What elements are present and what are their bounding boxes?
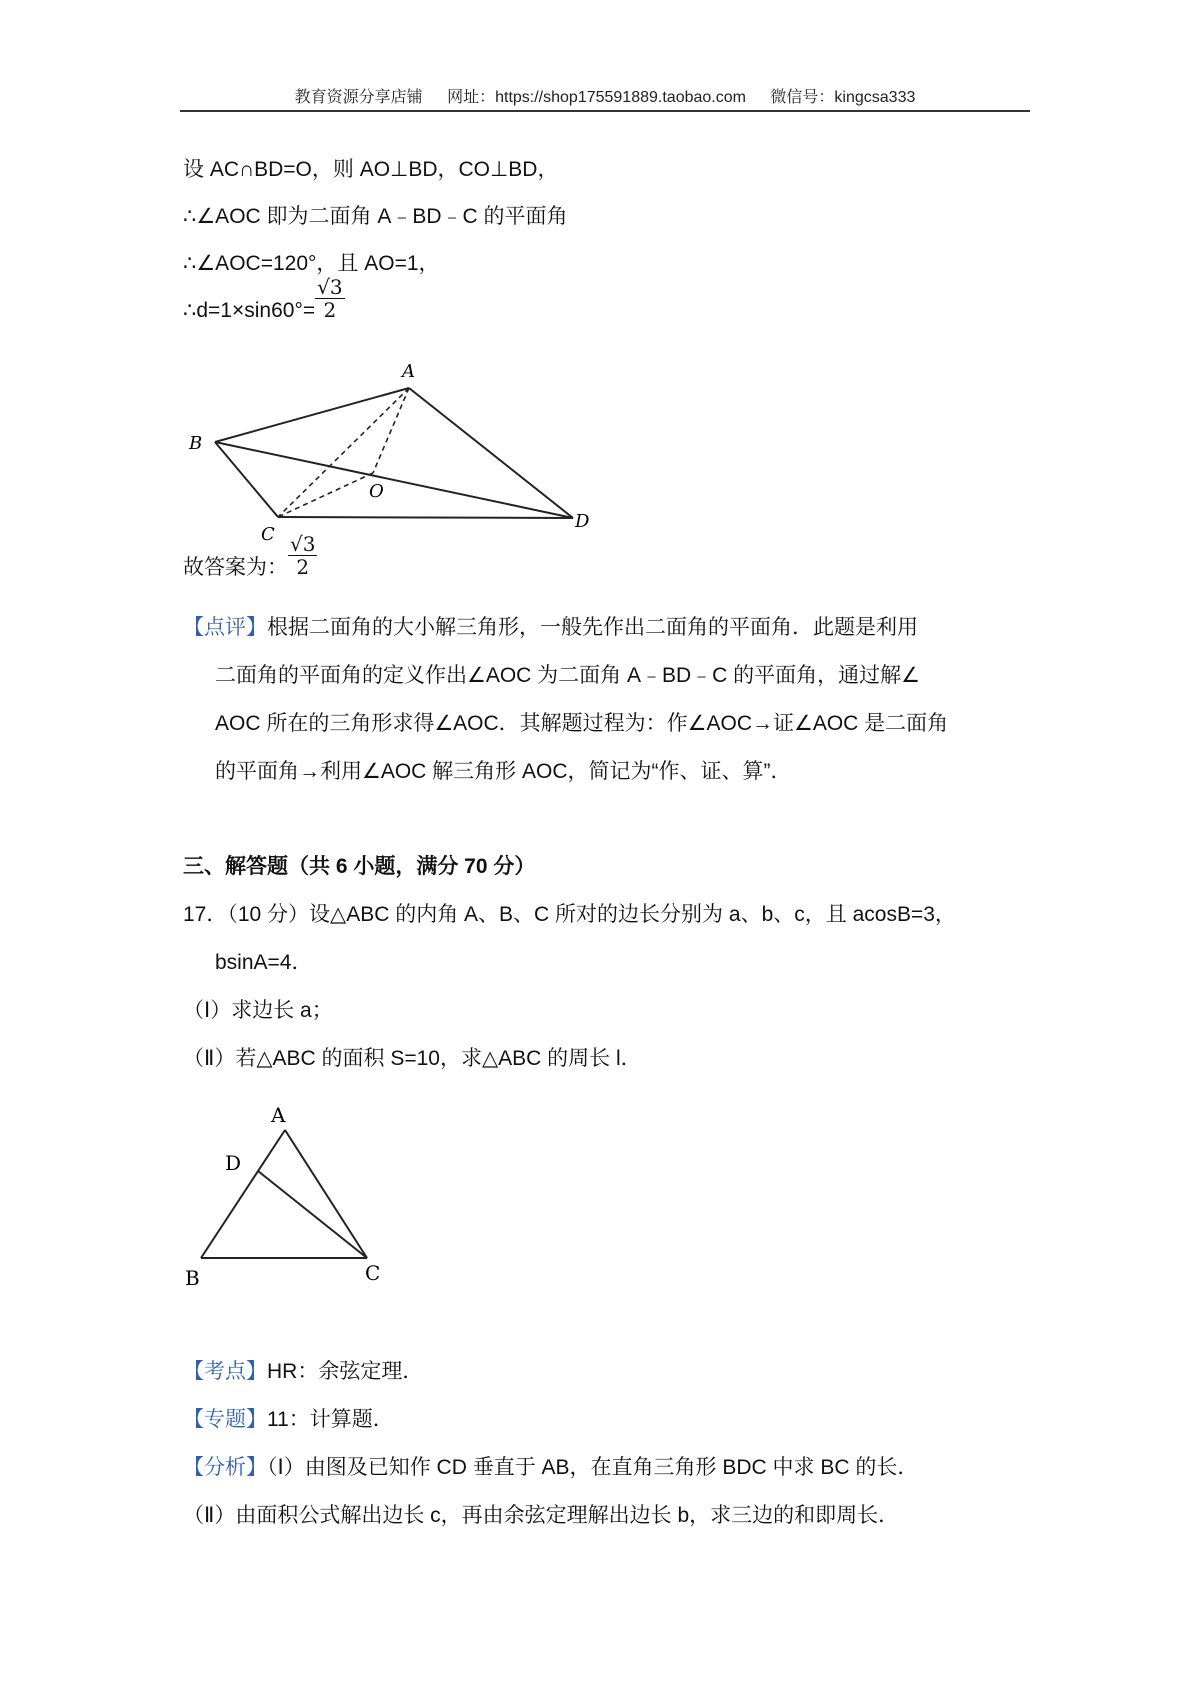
header-wechat: 微信号：kingcsa333: [770, 89, 916, 106]
comment-line-3: AOC 所在的三角形求得∠AOC．其解题过程为：作∠AOC→证∠AOC 是二面角: [215, 712, 949, 735]
header-url: 网址：https://shop175591889.taobao.com: [447, 89, 746, 106]
comment-text-1: 根据二面角的大小解三角形，一般先作出二面角的平面角．此题是利用: [267, 616, 918, 639]
kaodian-line: [183, 1357, 423, 1387]
tri-label-D: D: [225, 1151, 242, 1175]
q17-line-1: 17．（10 分）设△ABC 的内角 A、B、C 所对的边长分别为 a、b、c，且 acosB=3，: [183, 903, 956, 926]
answer-text: 故答案为：: [183, 556, 288, 579]
edge-AC: [285, 1130, 367, 1258]
label-C: C: [261, 524, 275, 545]
triangle-figure: [183, 1098, 403, 1298]
tri-label-B: B: [185, 1266, 200, 1290]
sqrt3-over-2-fraction: [315, 276, 344, 321]
kaodian-text: HR：余弦定理．: [267, 1360, 424, 1383]
label-B: B: [189, 433, 203, 454]
kaodian-tag: 【考点】: [183, 1360, 267, 1383]
fraction-denominator: 2: [323, 297, 337, 322]
edge-OC-dashed: [278, 473, 373, 517]
fraction-numerator: √3: [317, 274, 343, 299]
answer-line: [183, 531, 317, 583]
solution-line-2: ∴∠AOC 即为二面角 A﹣BD﹣C 的平面角: [183, 205, 568, 228]
label-A: A: [402, 361, 415, 382]
edge-AD: [409, 388, 573, 518]
zhuanti-line: [183, 1405, 394, 1435]
fenxi-line-1: [183, 1453, 918, 1483]
fenxi-text-1: （Ⅰ）由图及已知作 CD 垂直于 AB，在直角三角形 BDC 中求 BC 的长．: [267, 1456, 919, 1479]
solution-line-3: ∴∠AOC=120°，且 AO=1，: [183, 252, 440, 275]
comment-tag: 【点评】: [183, 616, 267, 639]
fenxi-tag: 【分析】: [183, 1456, 267, 1479]
solution-line-4: [183, 274, 345, 326]
edge-AB: [201, 1130, 285, 1258]
edge-AO-dashed: [373, 388, 409, 473]
zhuanti-text: 11：计算题．: [267, 1408, 394, 1431]
q17-part-1: （Ⅰ）求边长 a；: [183, 999, 333, 1022]
solution-line-1: 设 AC∩BD=O，则 AO⊥BD，CO⊥BD，: [183, 158, 559, 181]
edge-CD: [278, 517, 573, 518]
label-D: D: [575, 511, 590, 532]
solution-line-4-text: ∴d=1×sin60°=: [183, 299, 316, 322]
tri-label-C: C: [365, 1261, 381, 1285]
answer-fraction: [288, 533, 317, 578]
tetrahedron-figure: [183, 355, 603, 545]
edge-BA: [215, 388, 409, 442]
zhuanti-tag: 【专题】: [183, 1408, 267, 1431]
edge-AC-dashed: [278, 388, 409, 517]
section-heading: 三、解答题（共 6 小题，满分 70 分）: [183, 855, 536, 878]
comment-line-1: [183, 613, 918, 643]
fenxi-line-2: （Ⅱ）由面积公式解出边长 c，再由余弦定理解出边长 b，求三边的和即周长．: [183, 1504, 900, 1527]
tri-label-A: A: [271, 1103, 286, 1127]
q17-line-2: bsinA=4．: [215, 951, 313, 974]
page-header: [180, 84, 1030, 107]
answer-denominator: 2: [296, 554, 310, 579]
comment-line-2: 二面角的平面角的定义作出∠AOC 为二面角 A﹣BD﹣C 的平面角，通过解∠: [215, 664, 921, 687]
q17-part-2: （Ⅱ）若△ABC 的面积 S=10，求△ABC 的周长 l．: [183, 1047, 642, 1070]
label-O: O: [369, 481, 384, 502]
header-shop: 教育资源分享店铺: [294, 89, 423, 106]
answer-numerator: √3: [290, 531, 316, 556]
edge-DC: [258, 1171, 367, 1258]
comment-line-4: 的平面角→利用∠AOC 解三角形 AOC，简记为“作、证、算”．: [215, 760, 792, 783]
header-divider: [180, 110, 1030, 112]
